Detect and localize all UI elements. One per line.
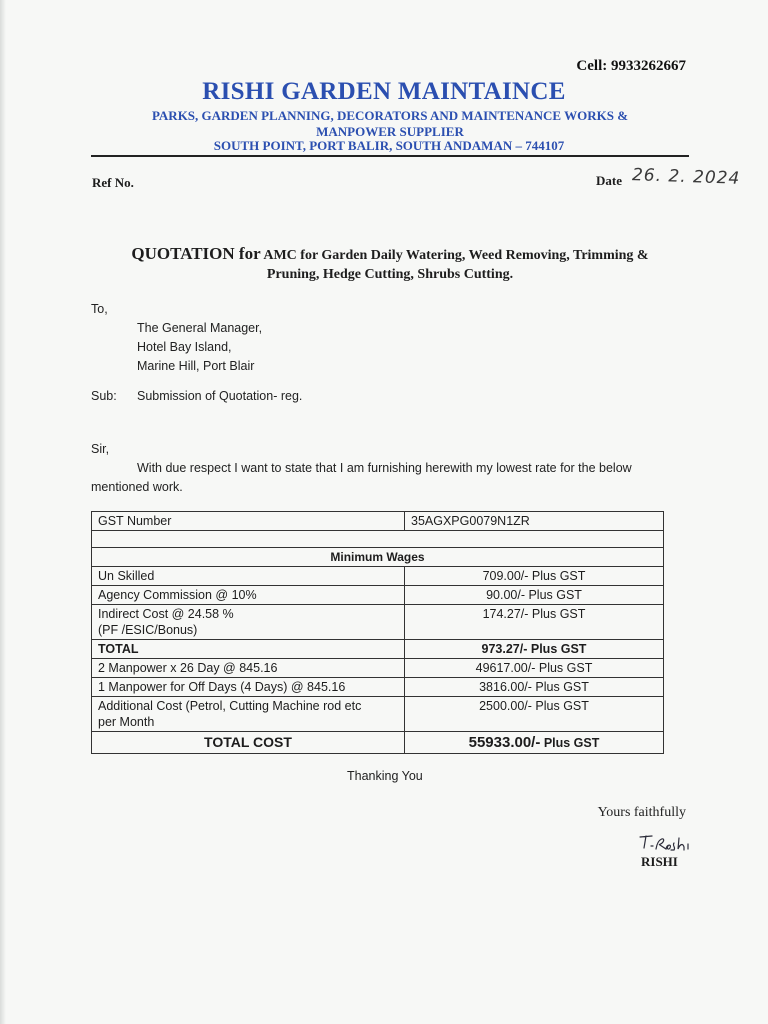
company-address: SOUTH POINT, PORT BALIR, SOUTH ANDAMAN – 744107 bbox=[213, 138, 565, 153]
recipient-line: Marine Hill, Port Blair bbox=[137, 359, 255, 373]
table-row-subtotal bbox=[92, 640, 664, 659]
subject-label: Sub: bbox=[91, 389, 117, 403]
table-row-total bbox=[92, 732, 664, 754]
row-label: Agency Commission @ 10% bbox=[92, 586, 405, 605]
row-label bbox=[92, 605, 405, 640]
gst-value: 35AGXPG0079N1ZR bbox=[405, 512, 664, 531]
table-spacer-row bbox=[92, 531, 664, 548]
quotation-subject: AMC for Garden Daily Watering, Weed Removing, Trimming & bbox=[260, 248, 649, 263]
row-label-line: (PF /ESIC/Bonus) bbox=[98, 623, 198, 637]
row-value: 2500.00/- Plus GST bbox=[405, 697, 664, 732]
row-label: 2 Manpower x 26 Day @ 845.16 bbox=[92, 659, 405, 678]
total-value: 55933.00/- bbox=[468, 734, 541, 751]
total-value-cell bbox=[405, 732, 664, 754]
table-row bbox=[92, 659, 664, 678]
row-value: 90.00/- Plus GST bbox=[405, 586, 664, 605]
table-section-header bbox=[92, 548, 664, 567]
cell-number: Cell: 9933262667 bbox=[576, 58, 686, 74]
row-label-line: per Month bbox=[98, 715, 155, 729]
row-value: 3816.00/- Plus GST bbox=[405, 678, 664, 697]
signer-name: RISHI bbox=[641, 854, 678, 869]
table-row bbox=[92, 512, 664, 531]
company-tagline bbox=[110, 108, 670, 140]
table-row bbox=[92, 678, 664, 697]
salutation: Sir, bbox=[91, 442, 110, 456]
row-value: 973.27/- Plus GST bbox=[405, 640, 664, 659]
row-value: 49617.00/- Plus GST bbox=[405, 659, 664, 678]
row-label bbox=[92, 697, 405, 732]
recipient-line: Hotel Bay Island, bbox=[137, 340, 232, 354]
to-label: To, bbox=[91, 302, 108, 316]
recipient-line: The General Manager, bbox=[137, 321, 263, 335]
section-header-cell: Minimum Wages bbox=[92, 548, 664, 567]
row-value: 174.27/- Plus GST bbox=[405, 605, 664, 640]
thanking-text: Thanking You bbox=[347, 769, 423, 783]
quotation-subject-line-2: Pruning, Hedge Cutting, Shrubs Cutting. bbox=[266, 267, 514, 282]
tagline-line-2: MANPOWER SUPPLIER bbox=[316, 124, 464, 139]
quotation-table bbox=[91, 511, 664, 754]
ref-label: Ref No. bbox=[92, 175, 134, 190]
date-handwritten: 26. 2. 2024 bbox=[631, 165, 741, 189]
row-label-line: Additional Cost (Petrol, Cutting Machine rod etc bbox=[98, 699, 362, 713]
letter-body: With due respect I want to state that I am furnishing herewith my lowest rate for the below mentioned work. bbox=[91, 461, 632, 494]
gst-label: GST Number bbox=[92, 512, 405, 531]
table-row bbox=[92, 567, 664, 586]
yours-faithfully: Yours faithfully bbox=[597, 805, 686, 820]
recipient-address bbox=[137, 319, 262, 376]
subject-text: Submission of Quotation- reg. bbox=[137, 389, 303, 403]
tagline-line-1: PARKS, GARDEN PLANNING, DECORATORS AND MAINTENANCE WORKS & bbox=[151, 108, 629, 123]
total-label: TOTAL COST bbox=[92, 732, 405, 754]
table-row bbox=[92, 697, 664, 732]
total-suffix: Plus GST bbox=[540, 736, 600, 750]
row-label: 1 Manpower for Off Days (4 Days) @ 845.16 bbox=[92, 678, 405, 697]
row-label: Un Skilled bbox=[92, 567, 405, 586]
date-label: Date bbox=[596, 173, 622, 188]
header-divider bbox=[91, 155, 689, 157]
row-label-line: Indirect Cost @ 24.58 % bbox=[98, 607, 234, 621]
quotation-title bbox=[90, 244, 690, 284]
row-label: TOTAL bbox=[92, 640, 405, 659]
table-row bbox=[92, 605, 664, 640]
signature-icon bbox=[636, 833, 706, 855]
table-row bbox=[92, 586, 664, 605]
row-value: 709.00/- Plus GST bbox=[405, 567, 664, 586]
quotation-lead: QUOTATION for bbox=[131, 244, 261, 263]
company-name: RISHI GARDEN MAINTAINCE bbox=[202, 78, 566, 105]
